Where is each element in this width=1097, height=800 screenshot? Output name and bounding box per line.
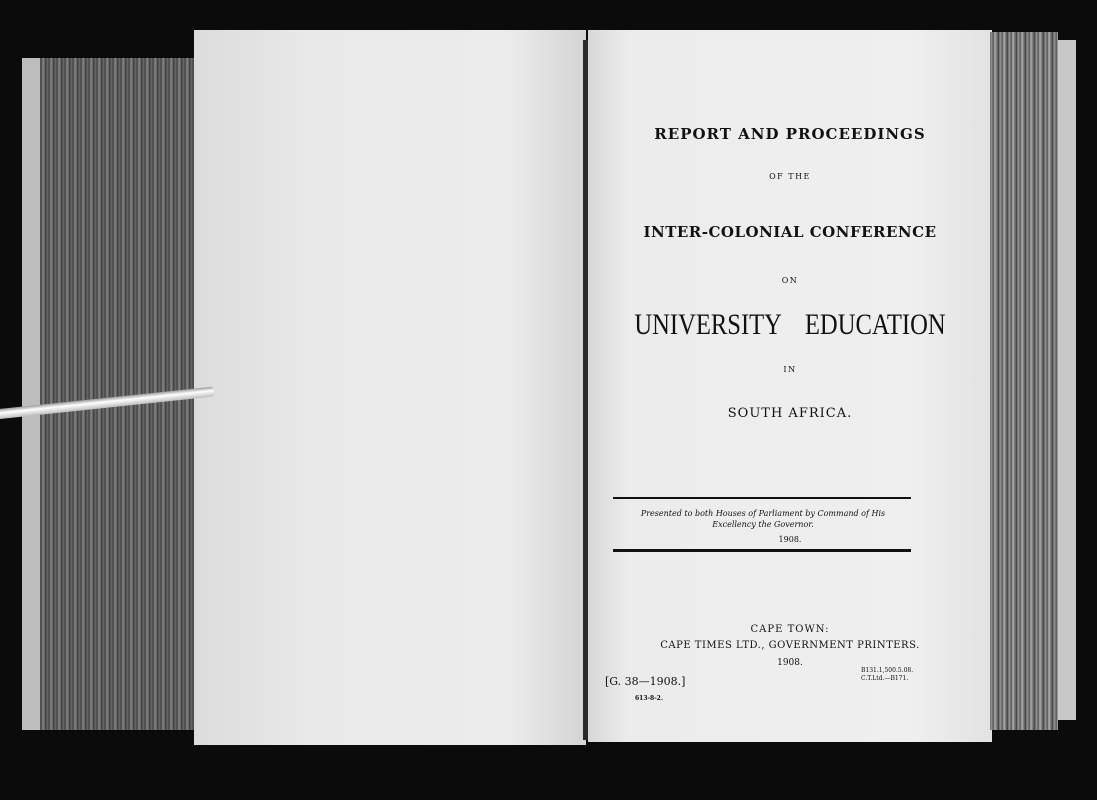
top-rule: [613, 497, 911, 499]
on-text: ON: [781, 276, 799, 285]
imprint-printers: CAPE TIMES LTD., GOVERNMENT PRINTERS.: [660, 640, 920, 651]
left-cover-edge: [22, 58, 40, 730]
bottom-rule: [613, 549, 911, 552]
presented-year: 1908.: [778, 535, 802, 544]
title-line-1: REPORT AND PROCEEDINGS: [654, 125, 926, 143]
region-title: SOUTH AFRICA.: [727, 406, 853, 421]
title-page: [588, 30, 992, 742]
right-cover-edge: [1058, 40, 1076, 720]
main-title-word-2: EDUCATION: [804, 308, 946, 341]
right-page-stack: [990, 32, 1058, 730]
imprint-place: CAPE TOWN:: [750, 624, 830, 635]
document-reference-sub: 613-8-2.: [635, 695, 663, 702]
imprint-year: 1908.: [777, 658, 803, 668]
of-the-text: OF THE: [769, 172, 811, 181]
title-line-2: INTER-COLONIAL CONFERENCE: [643, 223, 937, 241]
print-code-line-2: C.T.Ltd.—B171.: [861, 675, 909, 682]
in-text: IN: [783, 365, 797, 374]
print-code-line-1: B131.1,500.5.08.: [861, 667, 914, 674]
document-reference: [G. 38—1908.]: [605, 675, 686, 688]
presented-statement: Presented to both Houses of Parliament by Command of His Excellency the Governor.: [640, 509, 886, 529]
left-blank-page: [194, 30, 586, 745]
print-code: [861, 667, 913, 683]
main-title-word-1: UNIVERSITY: [634, 308, 782, 341]
main-title: [624, 308, 955, 342]
